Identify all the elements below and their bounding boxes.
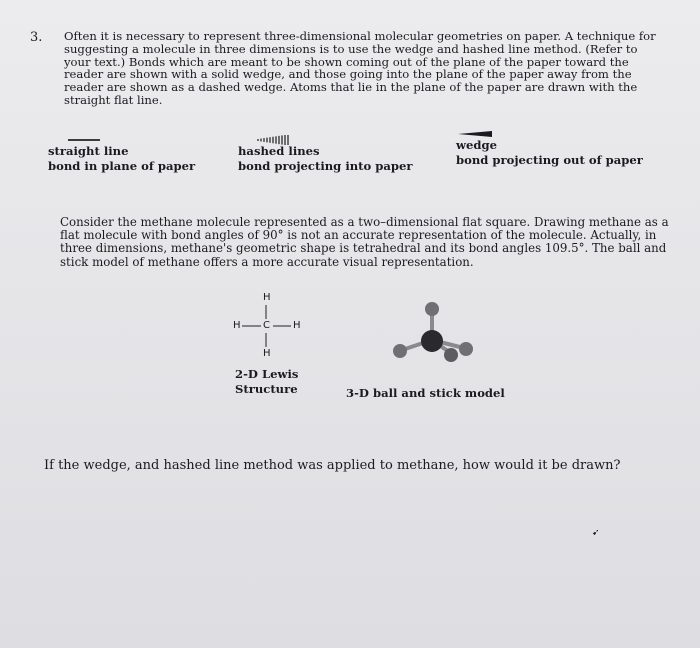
lewis-bonds — [230, 292, 320, 362]
lewis-caption — [235, 367, 298, 397]
lewis-atom-left: H — [233, 320, 241, 331]
lewis-structure — [230, 292, 320, 362]
lewis-atom-center: C — [263, 320, 270, 331]
question-number: 3. — [30, 30, 43, 45]
bond-type-name: straight line — [48, 144, 129, 158]
lewis-atom-right: H — [293, 320, 301, 331]
intro-paragraph: Often it is necessary to represent three-dimensional molecular geometries on paper. A technique for suggesting a molecule in three dimensions is to use the wedge and hashed line method. (Refer to your text.) Bonds which are meant to be shown coming out of the plane of the paper toward the reader are shown with a solid wedge, and those going into the plane of the paper away from the reader are shown as a dashed wedge. Atoms that lie in the plane of the paper are drawn with the straight flat line. — [64, 29, 656, 107]
ball-and-stick-model — [384, 300, 484, 376]
final-question: If the wedge, and hashed line method was applied to methane, how would it be drawn? — [44, 458, 621, 473]
bond-type-description: bond projecting into paper — [238, 159, 413, 173]
check-mark-icon: ➹ — [592, 528, 600, 538]
bond-type-name: wedge — [456, 138, 497, 152]
bond-type-hashed — [238, 144, 413, 174]
bond-type-description: bond projecting out of paper — [456, 153, 643, 167]
lewis-atom-top: H — [263, 292, 271, 303]
bond-type-wedge — [456, 138, 643, 168]
ball-stick-caption: 3-D ball and stick model — [346, 386, 505, 400]
methane-paragraph: Consider the methane molecule represented as a two–dimensional flat square. Drawing methane as a flat molecule with bond angles of 90° is not an accurate representation of the molecule. Actually, in three dimensions, methane's geometric shape is tetrahedral and its bond angles 109.5°. The ball and stick model of methane offers a more accurate visual representation. — [60, 215, 669, 269]
bond-type-description: bond in plane of paper — [48, 159, 196, 173]
bond-type-name: hashed lines — [238, 144, 320, 158]
lewis-caption-line2: Structure — [235, 382, 298, 396]
bond-type-straight — [48, 144, 195, 174]
lewis-atom-bottom: H — [263, 348, 271, 359]
lewis-caption-line1: 2-D Lewis — [235, 367, 299, 381]
